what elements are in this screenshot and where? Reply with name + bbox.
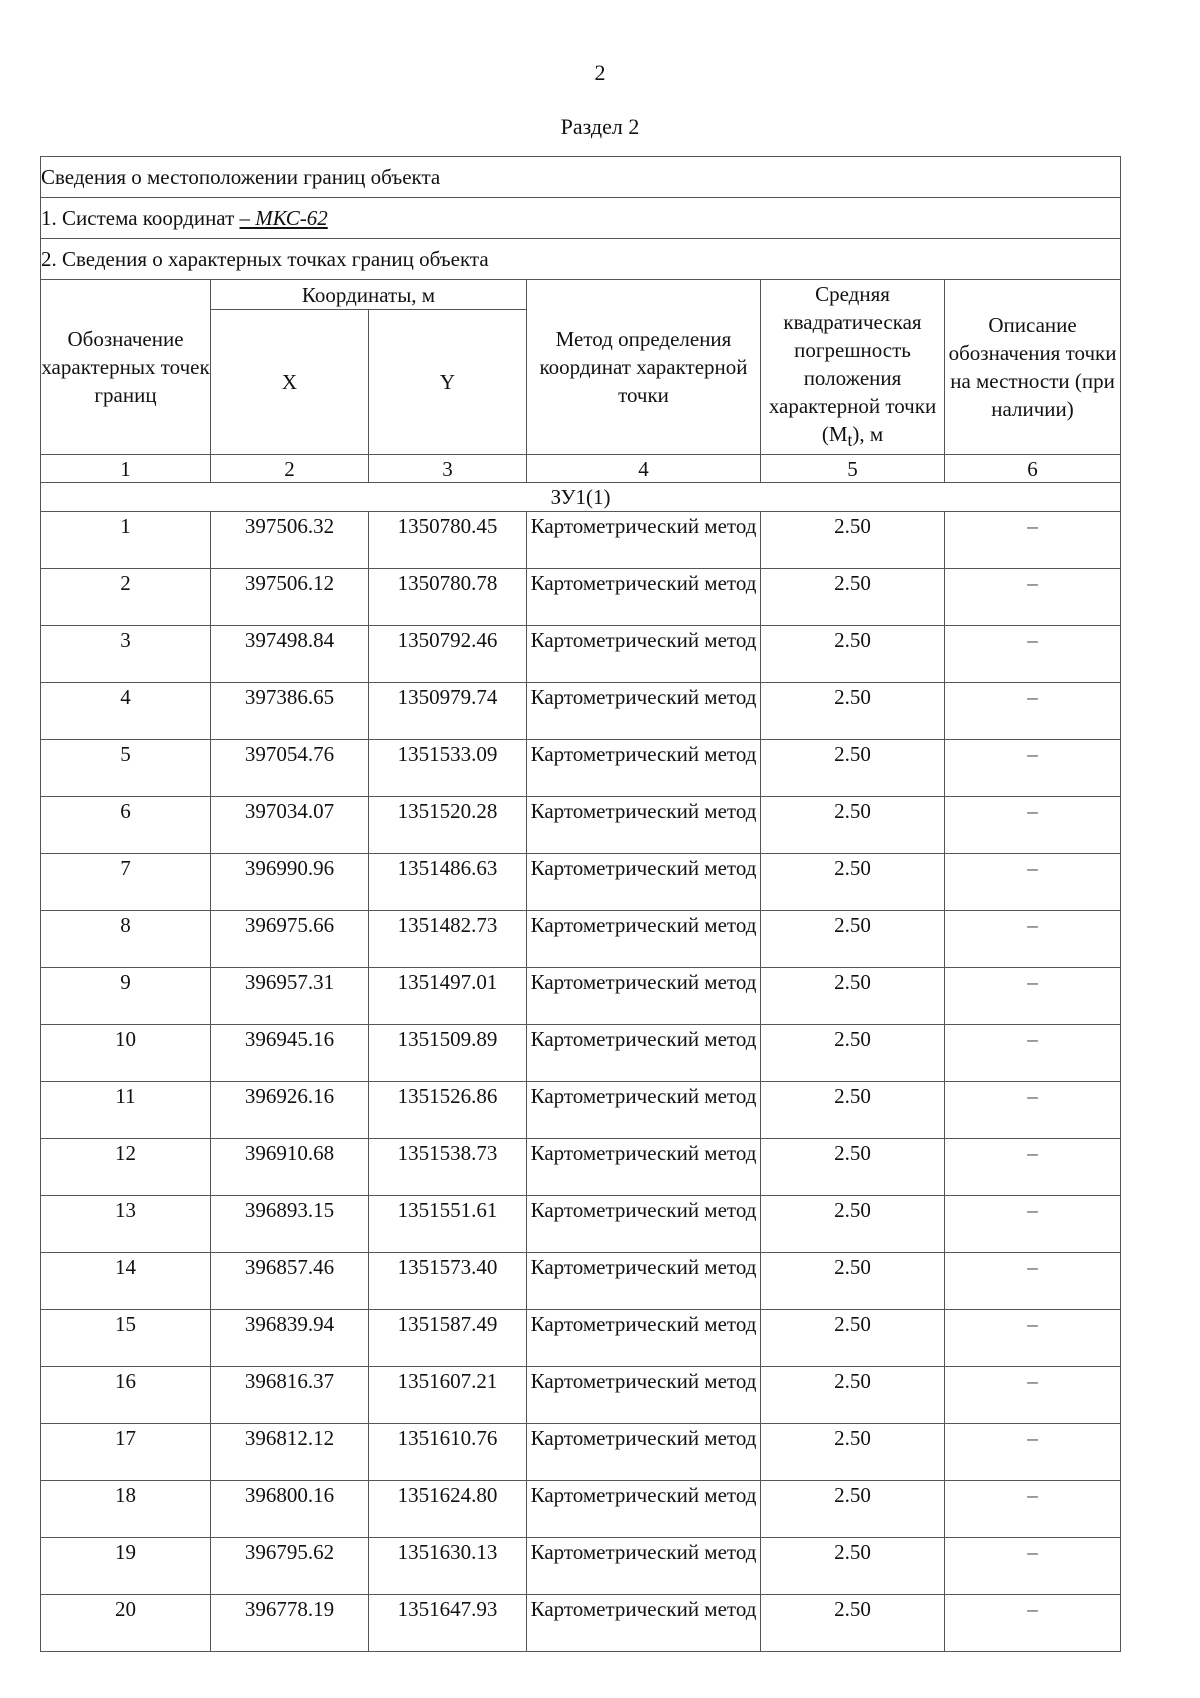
point-number: 6 <box>41 797 211 854</box>
error-value: 2.50 <box>761 1424 945 1481</box>
error-value: 2.50 <box>761 1139 945 1196</box>
coord-y: 1351587.49 <box>369 1310 527 1367</box>
description: – <box>945 1139 1121 1196</box>
coord-x: 396975.66 <box>211 911 369 968</box>
table-row <box>41 1196 1121 1253</box>
table-row <box>41 683 1121 740</box>
coord-x: 396816.37 <box>211 1367 369 1424</box>
error-value: 2.50 <box>761 1595 945 1652</box>
description: – <box>945 1082 1121 1139</box>
method: Картометрический метод <box>527 911 761 968</box>
description: – <box>945 683 1121 740</box>
coord-x: 397506.12 <box>211 569 369 626</box>
column-number: 1 <box>41 455 211 483</box>
table-row <box>41 569 1121 626</box>
error-value: 2.50 <box>761 1253 945 1310</box>
points-title-row <box>41 239 1121 280</box>
boundary-points-table <box>40 156 1121 1652</box>
error-value: 2.50 <box>761 569 945 626</box>
coord-x: 396957.31 <box>211 968 369 1025</box>
error-value: 2.50 <box>761 1481 945 1538</box>
description: – <box>945 1196 1121 1253</box>
description: – <box>945 911 1121 968</box>
coord-y: 1351482.73 <box>369 911 527 968</box>
coord-y: 1351497.01 <box>369 968 527 1025</box>
header-error-text: Средняя квадратическая погрешность положения характерной точки (M <box>768 282 937 446</box>
coord-x: 396857.46 <box>211 1253 369 1310</box>
coord-y: 1350792.46 <box>369 626 527 683</box>
point-number: 1 <box>41 512 211 569</box>
point-number: 13 <box>41 1196 211 1253</box>
description: – <box>945 1253 1121 1310</box>
coord-y: 1351526.86 <box>369 1082 527 1139</box>
error-value: 2.50 <box>761 911 945 968</box>
table-row <box>41 1310 1121 1367</box>
coord-x: 397034.07 <box>211 797 369 854</box>
coord-x: 396893.15 <box>211 1196 369 1253</box>
table-row <box>41 968 1121 1025</box>
coord-y: 1351647.93 <box>369 1595 527 1652</box>
error-value: 2.50 <box>761 740 945 797</box>
coord-y: 1350780.78 <box>369 569 527 626</box>
column-number: 2 <box>211 455 369 483</box>
group-label: ЗУ1(1) <box>41 483 1121 512</box>
location-title-row <box>41 157 1121 198</box>
coord-x: 397506.32 <box>211 512 369 569</box>
coord-system-name: – МКС-62 <box>239 205 328 230</box>
method: Картометрический метод <box>527 1139 761 1196</box>
error-value: 2.50 <box>761 1538 945 1595</box>
description: – <box>945 1538 1121 1595</box>
point-number: 19 <box>41 1538 211 1595</box>
coord-system <box>41 198 1121 239</box>
header-description: Описание обозначения точки на местности (при наличии) <box>945 280 1121 455</box>
table-row <box>41 854 1121 911</box>
point-number: 18 <box>41 1481 211 1538</box>
coord-x: 396990.96 <box>211 854 369 911</box>
point-number: 17 <box>41 1424 211 1481</box>
table-row <box>41 1082 1121 1139</box>
description: – <box>945 1310 1121 1367</box>
coord-y: 1351538.73 <box>369 1139 527 1196</box>
description: – <box>945 1025 1121 1082</box>
table-row <box>41 797 1121 854</box>
coord-x: 396812.12 <box>211 1424 369 1481</box>
column-number: 3 <box>369 455 527 483</box>
point-number: 2 <box>41 569 211 626</box>
header-error-sub: t <box>847 430 853 451</box>
table-row <box>41 1025 1121 1082</box>
header-coords: Координаты, м <box>211 280 527 310</box>
method: Картометрический метод <box>527 1424 761 1481</box>
method: Картометрический метод <box>527 740 761 797</box>
point-number: 16 <box>41 1367 211 1424</box>
error-value: 2.50 <box>761 797 945 854</box>
error-value: 2.50 <box>761 1082 945 1139</box>
method: Картометрический метод <box>527 1595 761 1652</box>
coord-y: 1351624.80 <box>369 1481 527 1538</box>
method: Картометрический метод <box>527 569 761 626</box>
column-number: 6 <box>945 455 1121 483</box>
method: Картометрический метод <box>527 512 761 569</box>
header-x: X <box>211 310 369 455</box>
error-value: 2.50 <box>761 1025 945 1082</box>
error-value: 2.50 <box>761 968 945 1025</box>
error-value: 2.50 <box>761 1196 945 1253</box>
description: – <box>945 854 1121 911</box>
coord-x: 396926.16 <box>211 1082 369 1139</box>
method: Картометрический метод <box>527 797 761 854</box>
point-number: 9 <box>41 968 211 1025</box>
table-row <box>41 1253 1121 1310</box>
coord-x: 396945.16 <box>211 1025 369 1082</box>
method: Картометрический метод <box>527 1367 761 1424</box>
table-row <box>41 1481 1121 1538</box>
coord-x: 397054.76 <box>211 740 369 797</box>
column-number: 4 <box>527 455 761 483</box>
method: Картометрический метод <box>527 1481 761 1538</box>
coord-system-row <box>41 198 1121 239</box>
coord-x: 396910.68 <box>211 1139 369 1196</box>
description: – <box>945 1424 1121 1481</box>
description: – <box>945 626 1121 683</box>
description: – <box>945 968 1121 1025</box>
group-row <box>41 483 1121 512</box>
coord-y: 1351607.21 <box>369 1367 527 1424</box>
coord-system-label: 1. Система координат <box>41 205 240 230</box>
header-y: Y <box>369 310 527 455</box>
coord-x: 396839.94 <box>211 1310 369 1367</box>
method: Картометрический метод <box>527 1196 761 1253</box>
error-value: 2.50 <box>761 626 945 683</box>
coord-x: 397498.84 <box>211 626 369 683</box>
location-title: Сведения о местоположении границ объекта <box>41 157 1121 198</box>
table-row <box>41 1595 1121 1652</box>
header-error <box>761 280 945 455</box>
table-row <box>41 1424 1121 1481</box>
method: Картометрический метод <box>527 968 761 1025</box>
method: Картометрический метод <box>527 1538 761 1595</box>
table-row <box>41 1139 1121 1196</box>
method: Картометрический метод <box>527 1310 761 1367</box>
table-row <box>41 1538 1121 1595</box>
table-row <box>41 911 1121 968</box>
coord-x: 397386.65 <box>211 683 369 740</box>
coord-y: 1351486.63 <box>369 854 527 911</box>
coord-y: 1350979.74 <box>369 683 527 740</box>
error-value: 2.50 <box>761 1367 945 1424</box>
table-row <box>41 1367 1121 1424</box>
description: – <box>945 512 1121 569</box>
point-number: 20 <box>41 1595 211 1652</box>
description: – <box>945 740 1121 797</box>
point-number: 7 <box>41 854 211 911</box>
section-title: Раздел 2 <box>560 114 640 139</box>
point-number: 8 <box>41 911 211 968</box>
coord-y: 1351520.28 <box>369 797 527 854</box>
point-number: 11 <box>41 1082 211 1139</box>
table-row <box>41 512 1121 569</box>
point-number: 10 <box>41 1025 211 1082</box>
header-error-tail: ), м <box>852 422 884 446</box>
column-number-row <box>41 455 1121 483</box>
coord-y: 1351509.89 <box>369 1025 527 1082</box>
description: – <box>945 797 1121 854</box>
points-title: 2. Сведения о характерных точках границ объекта <box>41 239 1121 280</box>
method: Картометрический метод <box>527 854 761 911</box>
coord-x: 396795.62 <box>211 1538 369 1595</box>
description: – <box>945 1367 1121 1424</box>
header-point-label: Обозначение характерных точек границ <box>41 280 211 455</box>
method: Картометрический метод <box>527 1025 761 1082</box>
description: – <box>945 1595 1121 1652</box>
coord-x: 396778.19 <box>211 1595 369 1652</box>
method: Картометрический метод <box>527 1082 761 1139</box>
point-number: 3 <box>41 626 211 683</box>
error-value: 2.50 <box>761 683 945 740</box>
description: – <box>945 1481 1121 1538</box>
coord-y: 1351630.13 <box>369 1538 527 1595</box>
header-row-1 <box>41 280 1121 310</box>
method: Картометрический метод <box>527 626 761 683</box>
column-number: 5 <box>761 455 945 483</box>
header-method: Метод определения координат характерной точки <box>527 280 761 455</box>
method: Картометрический метод <box>527 1253 761 1310</box>
table-row <box>41 626 1121 683</box>
table-row <box>41 740 1121 797</box>
point-number: 14 <box>41 1253 211 1310</box>
error-value: 2.50 <box>761 512 945 569</box>
page-number: 2 <box>594 60 606 85</box>
error-value: 2.50 <box>761 854 945 911</box>
coord-y: 1351533.09 <box>369 740 527 797</box>
coord-y: 1350780.45 <box>369 512 527 569</box>
point-number: 15 <box>41 1310 211 1367</box>
point-number: 4 <box>41 683 211 740</box>
coord-y: 1351551.61 <box>369 1196 527 1253</box>
method: Картометрический метод <box>527 683 761 740</box>
coord-y: 1351573.40 <box>369 1253 527 1310</box>
error-value: 2.50 <box>761 1310 945 1367</box>
description: – <box>945 569 1121 626</box>
coord-y: 1351610.76 <box>369 1424 527 1481</box>
point-number: 12 <box>41 1139 211 1196</box>
point-number: 5 <box>41 740 211 797</box>
coord-x: 396800.16 <box>211 1481 369 1538</box>
